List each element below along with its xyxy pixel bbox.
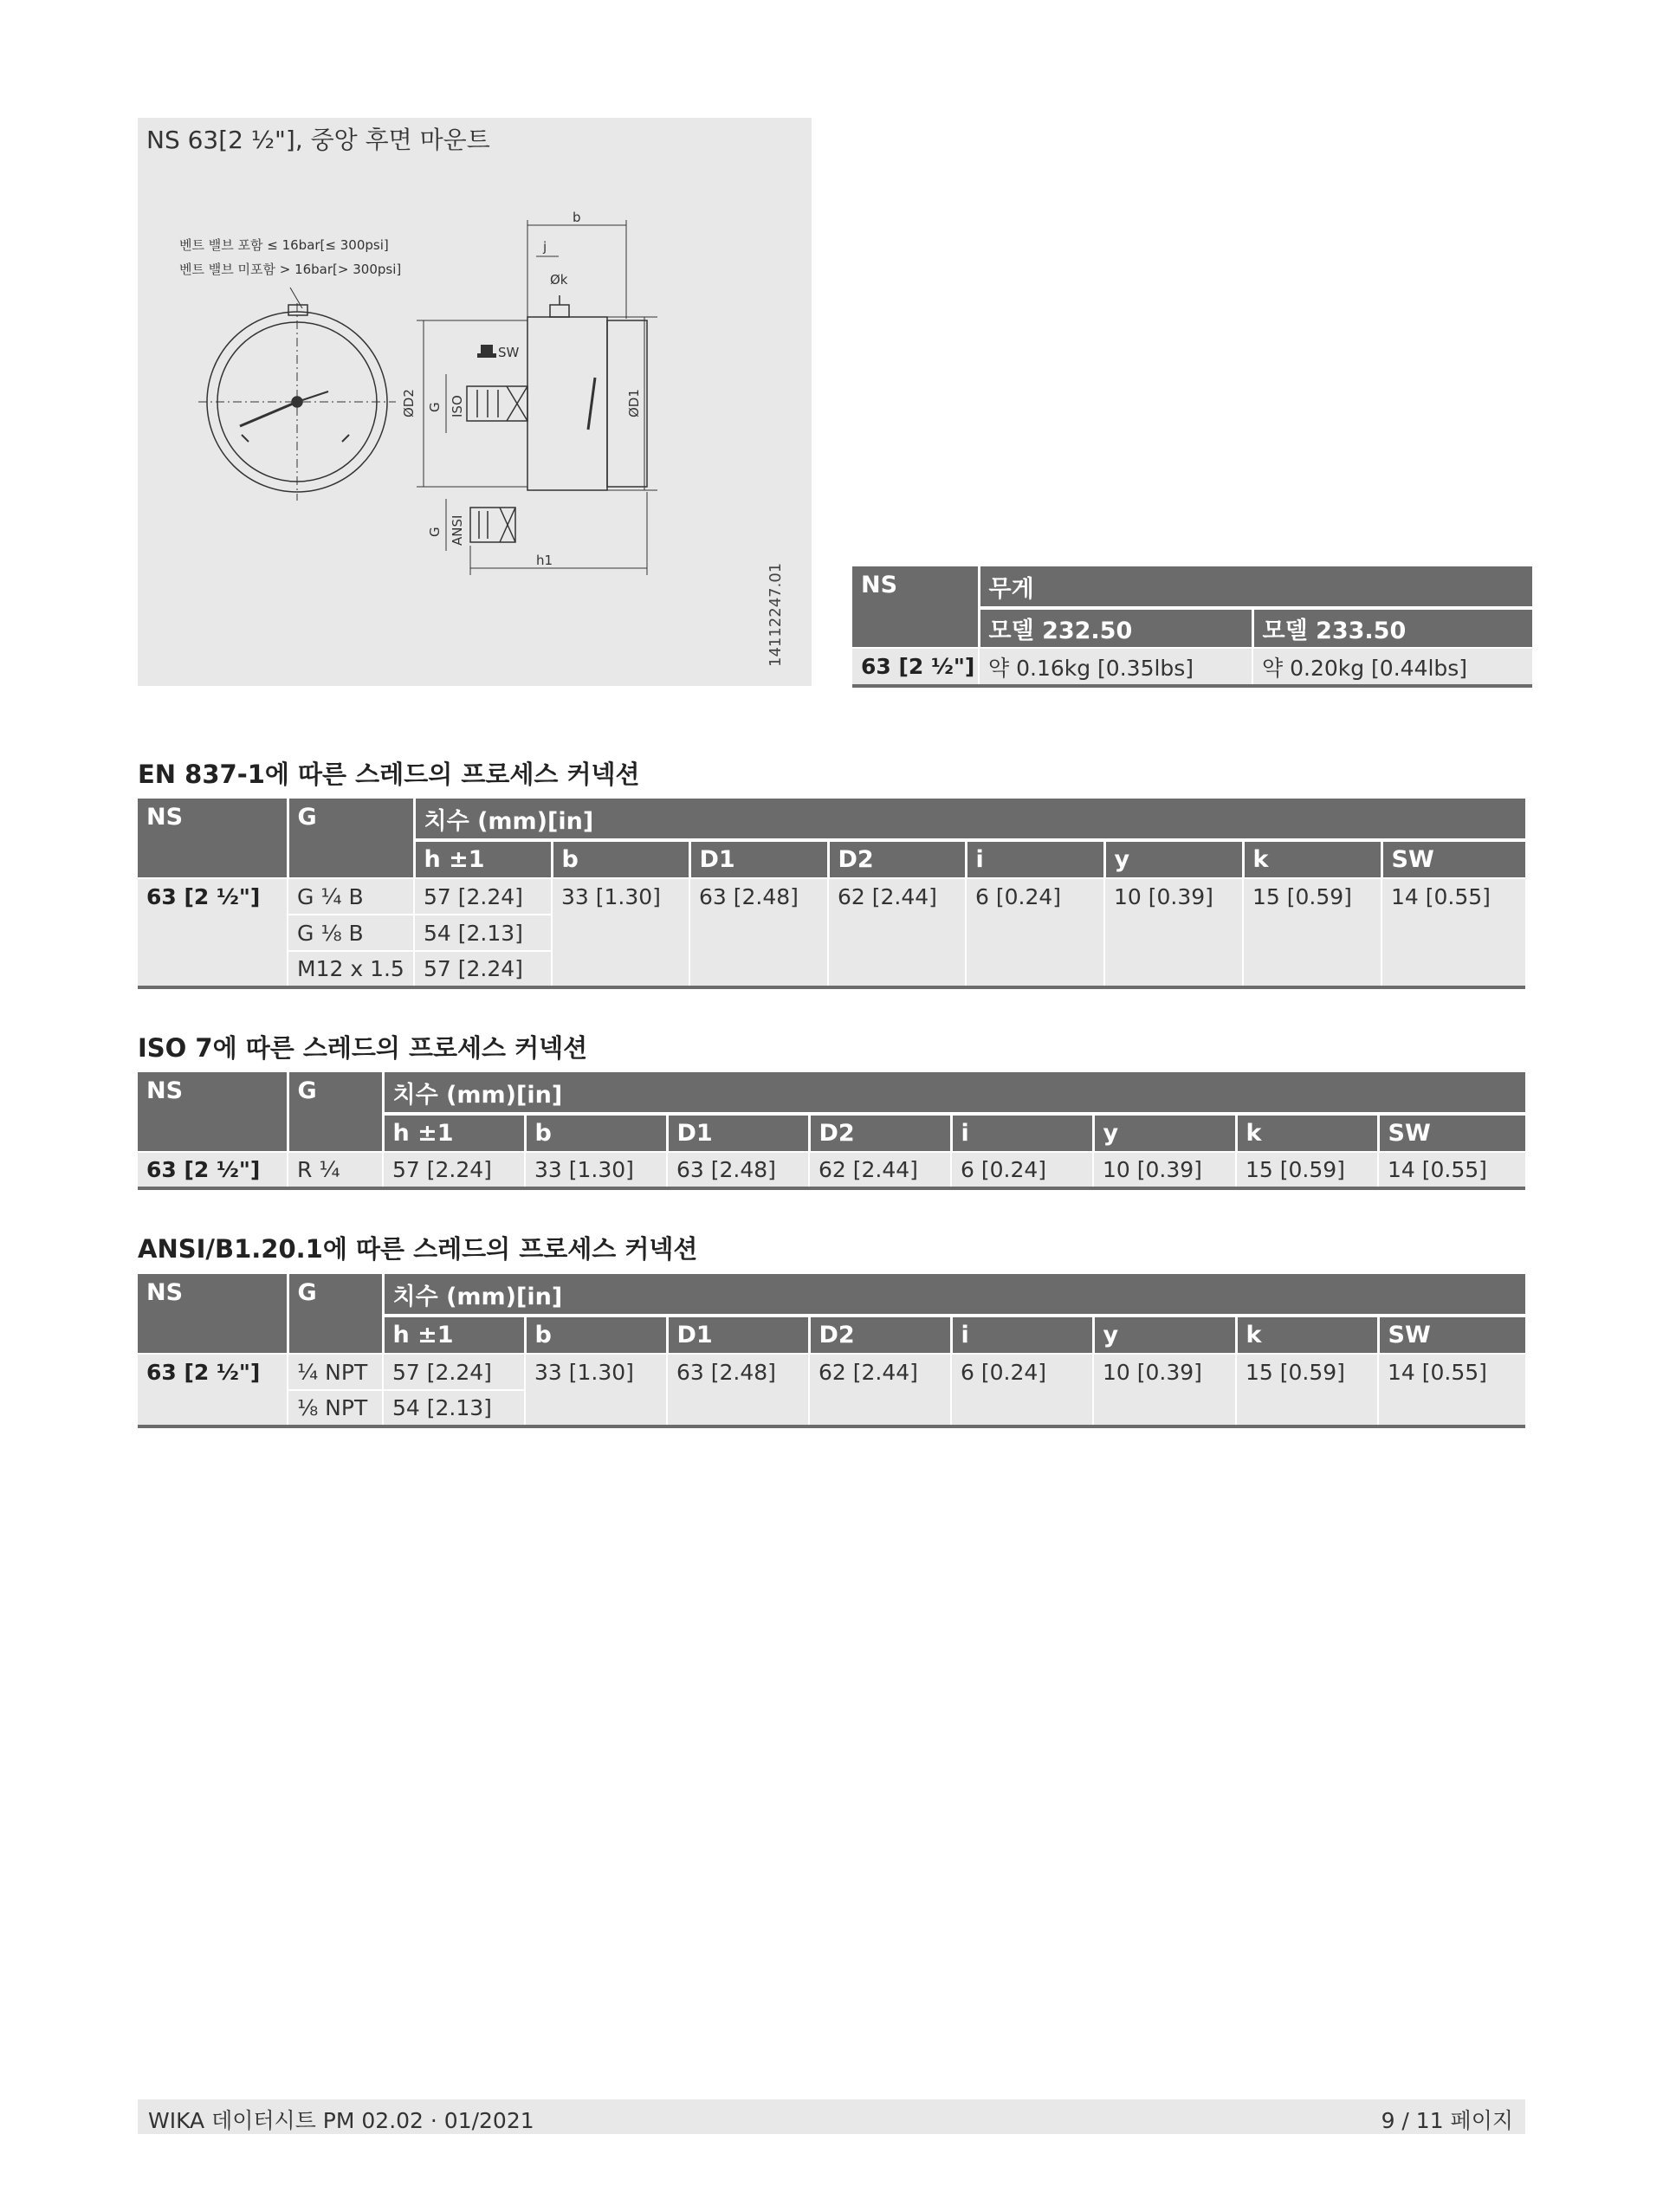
ansi-col-i: i <box>951 1316 1093 1354</box>
dim-label-b: b <box>573 210 581 225</box>
ansi-col-y: y <box>1093 1316 1236 1354</box>
iso-row-d1: 63 [2.48] <box>667 1152 809 1188</box>
en-h-g: G <box>288 799 414 878</box>
ansi-table <box>138 1274 1525 1428</box>
dim-label-iso: ISO <box>450 395 465 417</box>
iso-h-ns: NS <box>138 1072 288 1152</box>
en-col-d2: D2 <box>828 840 966 878</box>
dim-label-ansi: ANSI <box>450 514 465 546</box>
en-row-ns: 63 [2 ½"] <box>138 878 288 987</box>
iso-row-b: 33 [1.30] <box>525 1152 667 1188</box>
weight-row-232: 약 0.16kg [0.35lbs] <box>979 648 1252 686</box>
iso-row-i: 6 [0.24] <box>951 1152 1093 1188</box>
iso-h-g: G <box>288 1072 383 1152</box>
weight-row-233: 약 0.20kg [0.44lbs] <box>1252 648 1532 686</box>
iso-row-y: 10 [0.39] <box>1093 1152 1236 1188</box>
en-col-sw: SW <box>1382 840 1525 878</box>
iso-col-sw: SW <box>1378 1114 1525 1152</box>
vent-valve <box>288 305 307 315</box>
ansi-h-dims: 치수 (mm)[in] <box>383 1274 1525 1316</box>
ansi-row2-g: ⅛ NPT <box>288 1390 383 1426</box>
en-row2-g: G ⅛ B <box>288 915 414 951</box>
iso-col-k: k <box>1236 1114 1378 1152</box>
en-val-k: 15 [0.59] <box>1243 878 1382 987</box>
en-row3-h: 57 [2.24] <box>414 951 552 987</box>
en-val-d1: 63 [2.48] <box>689 878 828 987</box>
ansi-col-d2: D2 <box>809 1316 951 1354</box>
ansi-val-b: 33 [1.30] <box>525 1354 667 1426</box>
iso-row-g: R ¼ <box>288 1152 383 1188</box>
ansi-row2-h: 54 [2.13] <box>383 1390 525 1426</box>
drawing-title: NS 63[2 ½"], 중앙 후면 마운트 <box>146 126 490 154</box>
vent-note-without: 벤트 밸브 미포함 > 16bar[> 300psi] <box>179 262 402 277</box>
en-h-dims: 치수 (mm)[in] <box>414 799 1525 840</box>
drawing-number: 14112247.01 <box>767 562 785 667</box>
en-row1-g: G ¼ B <box>288 878 414 915</box>
dim-label-d1: ØD1 <box>626 389 642 417</box>
en-col-i: i <box>966 840 1104 878</box>
ansi-col-b: b <box>525 1316 667 1354</box>
dim-label-k: Øk <box>550 272 568 288</box>
footer-page-number: 9 / 11 페이지 <box>1381 2108 1513 2133</box>
weight-col-weight: 무게 <box>979 566 1532 608</box>
ansi-col-h: h ±1 <box>383 1316 525 1354</box>
iso-col-b: b <box>525 1114 667 1152</box>
iso-row-ns: 63 [2 ½"] <box>138 1152 288 1188</box>
section-title-en837: EN 837-1에 따른 스레드의 프로세스 커넥션 <box>138 760 640 789</box>
ansi-col-k: k <box>1236 1316 1378 1354</box>
iso7-table <box>138 1072 1525 1190</box>
ansi-row1-g: ¼ NPT <box>288 1354 383 1390</box>
en-col-k: k <box>1243 840 1382 878</box>
ansi-val-i: 6 [0.24] <box>951 1354 1093 1426</box>
dim-label-sw: SW <box>498 345 520 360</box>
weight-row-ns: 63 [2 ½"] <box>852 648 979 686</box>
dim-label-d2: ØD2 <box>401 389 417 417</box>
wrench-icon <box>477 345 496 358</box>
ansi-connection <box>470 508 515 542</box>
iso-row-d2: 62 [2.44] <box>809 1152 951 1188</box>
iso-col-d2: D2 <box>809 1114 951 1152</box>
page-footer <box>138 2099 1525 2134</box>
ansi-row1-h: 57 [2.24] <box>383 1354 525 1390</box>
dim-label-g: G <box>427 402 443 412</box>
en-col-b: b <box>552 840 689 878</box>
weight-col-ns: NS <box>852 566 979 648</box>
vent-note-with: 벤트 밸브 포함 ≤ 16bar[≤ 300psi] <box>179 237 389 253</box>
ansi-val-d2: 62 [2.44] <box>809 1354 951 1426</box>
dim-label-j: j <box>543 239 547 255</box>
ansi-h-ns: NS <box>138 1274 288 1354</box>
ansi-row-ns: 63 [2 ½"] <box>138 1354 288 1426</box>
ansi-val-y: 10 [0.39] <box>1093 1354 1236 1426</box>
iso-row-sw: 14 [0.55] <box>1378 1152 1525 1188</box>
ansi-val-k: 15 [0.59] <box>1236 1354 1378 1426</box>
en-val-i: 6 [0.24] <box>966 878 1104 987</box>
section-title-iso7: ISO 7에 따른 스레드의 프로세스 커넥션 <box>138 1033 588 1063</box>
en-col-y: y <box>1104 840 1243 878</box>
iso-row-h: 57 [2.24] <box>383 1152 525 1188</box>
en-row2-h: 54 [2.13] <box>414 915 552 951</box>
en-val-y: 10 [0.39] <box>1104 878 1243 987</box>
en-val-d2: 62 [2.44] <box>828 878 966 987</box>
iso-col-y: y <box>1093 1114 1236 1152</box>
technical-drawing-panel <box>138 118 812 686</box>
en-row3-g: M12 x 1.5 <box>288 951 414 987</box>
en-col-h: h ±1 <box>414 840 552 878</box>
iso-col-d1: D1 <box>667 1114 809 1152</box>
en-row1-h: 57 [2.24] <box>414 878 552 915</box>
ansi-h-g: G <box>288 1274 383 1354</box>
footer-datasheet-id: WIKA 데이터시트 PM 02.02 · 01/2021 <box>148 2108 534 2133</box>
iso-col-i: i <box>951 1114 1093 1152</box>
weight-table <box>852 566 1532 688</box>
en-val-b: 33 [1.30] <box>552 878 689 987</box>
en-h-ns: NS <box>138 799 288 878</box>
en-val-sw: 14 [0.55] <box>1382 878 1525 987</box>
dim-label-h1: h1 <box>536 553 553 568</box>
ansi-val-sw: 14 [0.55] <box>1378 1354 1525 1426</box>
en837-table <box>138 799 1525 989</box>
gauge-case-side <box>527 317 607 490</box>
en-col-d1: D1 <box>689 840 828 878</box>
gauge-pointer <box>240 402 297 426</box>
ansi-col-sw: SW <box>1378 1316 1525 1354</box>
ansi-val-d1: 63 [2.48] <box>667 1354 809 1426</box>
iso-row-k: 15 [0.59] <box>1236 1152 1378 1188</box>
ansi-col-d1: D1 <box>667 1316 809 1354</box>
weight-col-model-232: 모델 232.50 <box>979 608 1252 648</box>
dim-label-g2: G <box>427 527 443 537</box>
iso-col-h: h ±1 <box>383 1114 525 1152</box>
weight-col-model-233: 모델 233.50 <box>1252 608 1532 648</box>
iso-h-dims: 치수 (mm)[in] <box>383 1072 1525 1114</box>
gauge-dimension-drawing <box>138 118 812 686</box>
process-connection <box>467 386 527 421</box>
section-title-ansi: ANSI/B1.20.1에 따른 스레드의 프로세스 커넥션 <box>138 1234 698 1264</box>
